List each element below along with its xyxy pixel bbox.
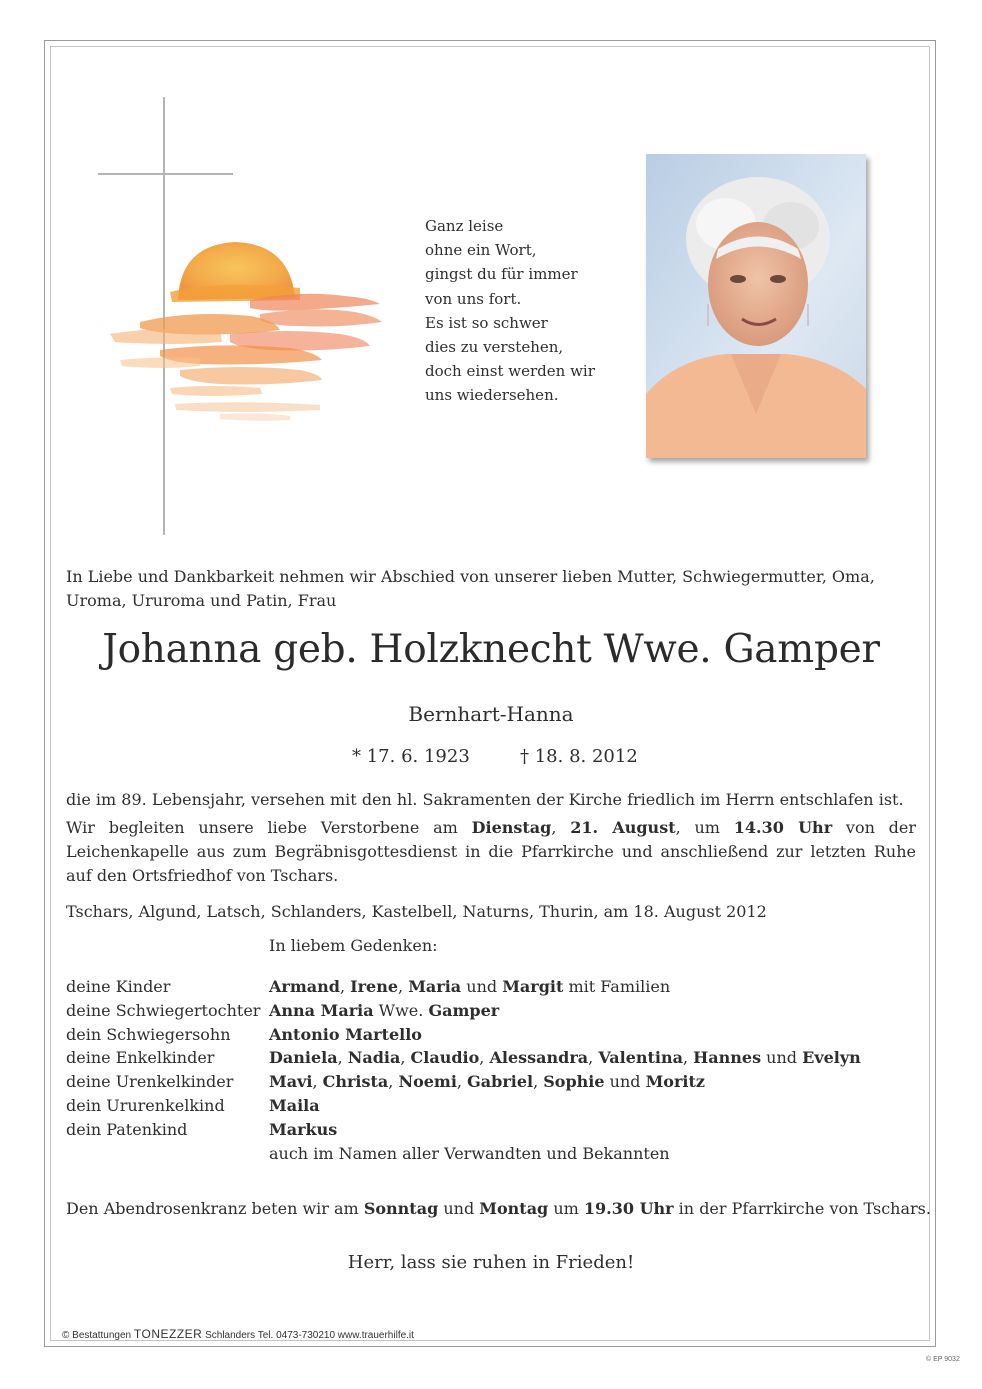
relative-names <box>269 1142 670 1166</box>
relative-connector: auch im Namen aller Verwandten und Bekannten <box>269 1143 670 1163</box>
poem-line: ohne ein Wort, <box>425 241 537 260</box>
relative-name: Margit <box>502 977 564 996</box>
relative-label: dein Patenkind <box>66 1119 188 1139</box>
funeral-paragraph <box>66 816 916 888</box>
poem-line: uns wiedersehen. <box>425 386 559 405</box>
funeral-time: 14.30 Uhr <box>733 818 833 837</box>
relative-name: Noemi <box>398 1072 457 1092</box>
poem-line: Es ist so schwer <box>425 313 548 332</box>
relative-name: Gabriel <box>467 1072 534 1092</box>
poem-line: gingst du für immer <box>425 265 578 284</box>
relative-name: Moritz <box>645 1072 705 1092</box>
relative-name: Armand <box>269 977 340 996</box>
rosary-time: 19.30 Uhr <box>583 1199 674 1218</box>
rosary-text: Den Abendrosenkranz beten wir am <box>66 1199 364 1218</box>
relative-connector: , <box>588 1048 599 1068</box>
sunset-watercolor-icon <box>100 230 390 430</box>
relative-names <box>269 1070 705 1094</box>
relative-name: Daniela <box>269 1048 338 1068</box>
places-date: Tschars, Algund, Latsch, Schlanders, Kastelbell, Naturns, Thurin, am 18. August 2012 <box>66 902 767 921</box>
intro-text: In Liebe und Dankbarkeit nehmen wir Abschied von unserer lieben Mutter, Schwiegermutter, Oma, Uroma, Ururoma und Patin, Frau <box>66 567 875 610</box>
relative-label: deine Schwiegertochter <box>66 1000 261 1020</box>
relative-names <box>269 1046 861 1070</box>
footer-brand: TONEZZER <box>133 1327 203 1341</box>
announcement-line: die im 89. Lebensjahr, versehen mit den hl. Sakramenten der Kirche friedlich im Herrn entschlafen ist. <box>66 790 904 809</box>
death-date: † 18. 8. 2012 <box>520 746 638 767</box>
relative-label: dein Schwiegersohn <box>66 1024 231 1044</box>
relative-name: Hannes <box>693 1048 762 1068</box>
rosary-day: Montag <box>479 1199 549 1218</box>
funeral-text: von der Leichenkapelle aus zum Begräbnisgottesdienst in die Pfarrkirche und anschließend zur letzten Ruhe auf den Ortsfriedhof von Tschars. <box>66 818 917 885</box>
relative-name: Irene <box>350 977 399 996</box>
relative-connector: , <box>400 1048 411 1068</box>
relative-name: Valentina <box>598 1048 683 1068</box>
relative-connector: , <box>339 977 351 996</box>
deceased-name: Johanna geb. Holzknecht Wwe. Gamper <box>102 627 880 672</box>
relatives-list <box>66 975 861 1165</box>
footer-prefix: © Bestattungen <box>62 1330 134 1341</box>
relative-names <box>269 999 499 1023</box>
relative-names <box>269 1023 422 1047</box>
funeral-text: , <box>551 818 571 837</box>
poem-line: Ganz leise <box>425 217 504 235</box>
relative-name: Maria <box>408 977 462 996</box>
poem-line: von uns fort. <box>425 289 522 308</box>
relative-connector: , <box>479 1048 490 1068</box>
relative-name: Anna Maria <box>269 1000 374 1020</box>
funeral-date: 21. August <box>570 818 676 837</box>
relative-names <box>269 1094 320 1118</box>
relative-row <box>66 1046 861 1070</box>
relative-connector: und <box>761 1048 803 1068</box>
relative-name: Gamper <box>428 1000 500 1020</box>
relative-row <box>66 1070 861 1094</box>
relative-label: dein Ururenkelkind <box>66 1095 225 1115</box>
relative-name: Christa <box>322 1072 389 1092</box>
portrait-photo <box>646 154 866 458</box>
rosary-text: in der Pfarrkirche von Tschars. <box>673 1199 931 1218</box>
relative-row <box>66 975 861 999</box>
rosary-text: und <box>438 1199 480 1218</box>
relative-name: Sophie <box>543 1072 605 1092</box>
funeral-day: Dienstag <box>471 818 552 837</box>
relative-connector: Wwe. <box>373 1000 429 1020</box>
relative-connector: , <box>388 1072 399 1092</box>
relative-name: Markus <box>269 1119 338 1139</box>
relative-row <box>66 1023 861 1047</box>
rosary-text: um <box>548 1199 584 1218</box>
relative-label: deine Enkelkinder <box>66 1048 215 1068</box>
footer-suffix: Schlanders Tel. 0473-730210 www.trauerhilfe.it <box>202 1330 414 1341</box>
relative-row <box>66 1142 861 1166</box>
rosary-day: Sonntag <box>363 1199 439 1218</box>
relative-label: deine Urenkelkinder <box>66 1072 234 1092</box>
poem <box>425 214 595 408</box>
deceased-nickname: Bernhart-Hanna <box>408 702 574 726</box>
poem-line: dies zu verstehen, <box>425 338 564 357</box>
relative-name: Mavi <box>269 1072 313 1092</box>
relative-connector: , <box>456 1072 468 1092</box>
relative-name: Alessandra <box>489 1048 589 1068</box>
gedenken-heading: In liebem Gedenken: <box>269 936 438 955</box>
relative-connector: , <box>312 1072 323 1092</box>
relative-connector: , <box>398 977 409 996</box>
relative-name: Claudio <box>410 1048 480 1068</box>
relative-label <box>66 1142 269 1166</box>
relative-connector: mit Familien <box>563 977 671 996</box>
rosary-line <box>66 1197 931 1221</box>
cross-icon-horizontal <box>98 173 233 175</box>
relative-connector: und <box>604 1072 646 1092</box>
footer <box>62 1327 414 1341</box>
relative-connector: und <box>461 977 503 996</box>
relative-name: Maila <box>269 1095 320 1115</box>
relative-connector: , <box>682 1048 694 1068</box>
relative-names <box>269 1118 337 1142</box>
funeral-text: , um <box>675 818 734 837</box>
relative-row <box>66 999 861 1023</box>
relative-name: Antonio Martello <box>269 1024 422 1044</box>
poem-line: doch einst werden wir <box>425 362 595 381</box>
relative-name: Nadia <box>347 1048 401 1068</box>
relative-connector: , <box>337 1048 348 1068</box>
relative-row <box>66 1118 861 1142</box>
relative-connector: , <box>533 1072 544 1092</box>
farewell-text: Herr, lass sie ruhen in Frieden! <box>347 1252 635 1273</box>
funeral-text: Wir begleiten unsere liebe Verstorbene am <box>66 818 472 837</box>
relative-names <box>269 975 670 999</box>
relative-label: deine Kinder <box>66 977 171 996</box>
document-code: © EP 9032 <box>926 1356 960 1363</box>
relative-name: Evelyn <box>802 1048 861 1068</box>
birth-date: * 17. 6. 1923 <box>352 746 470 767</box>
relative-row <box>66 1094 861 1118</box>
